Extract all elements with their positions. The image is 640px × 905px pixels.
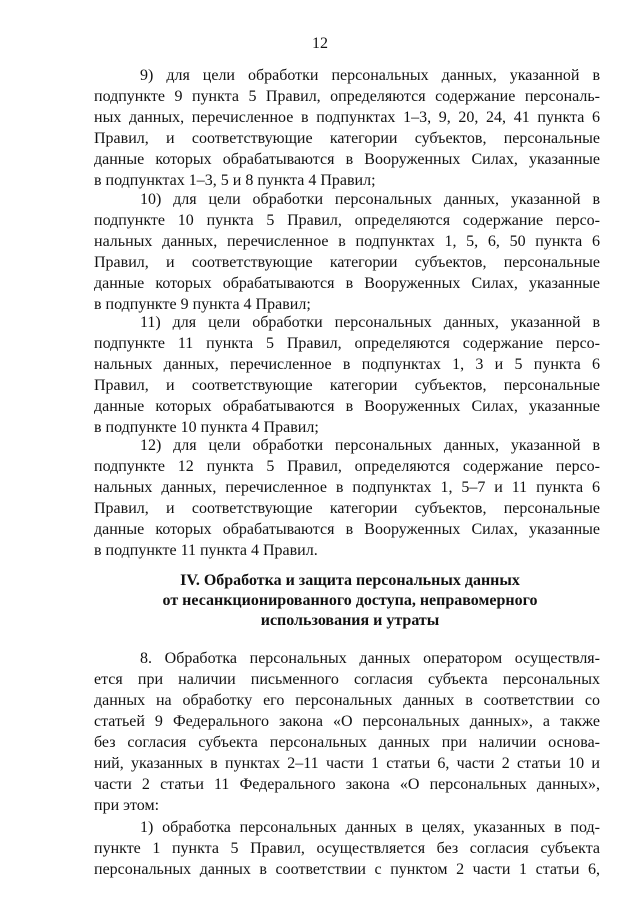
text-line: без согласия субъекта персональных данных при наличии основа-: [94, 734, 600, 751]
text-line: данных на обработку его персональных данных в соответствии со: [94, 692, 600, 709]
text-line: данные которых обрабатываются в Вооруженных Силах, указанные: [94, 275, 600, 292]
text-line: Правил, и соответствующие категории субъектов, персональные: [94, 500, 600, 517]
text-line: подпункте 10 пункта 5 Правил, определяются содержание персо-: [94, 212, 600, 229]
section-heading-line: использования и утраты: [260, 612, 440, 629]
text-line: Правил, и соответствующие категории субъектов, персональные: [94, 254, 600, 271]
text-line: 1) обработка персональных данных в целях, указанных в под-: [140, 819, 600, 836]
text-line: 9) для цели обработки персональных данных, указанной в: [140, 67, 600, 84]
text-line: при этом:: [94, 797, 160, 814]
text-line: пункте 1 пункта 5 Правил, осуществляется без согласия субъекта: [94, 840, 600, 857]
text-line: Правил, и соответствующие категории субъектов, персональные: [94, 377, 600, 394]
section-heading-line: от несанкционированного доступа, неправомерного: [162, 592, 538, 609]
text-line: 10) для цели обработки персональных данных, указанной в: [140, 191, 600, 208]
text-line: статьей 9 Федерального закона «О персональных данных», а также: [94, 713, 600, 730]
text-line: в подпункте 11 пункта 4 Правил.: [94, 542, 318, 559]
text-line: 8. Обработка персональных данных оператором осуществля-: [140, 650, 600, 667]
text-line: подпункте 12 пункта 5 Правил, определяются содержание персо-: [94, 458, 600, 475]
text-line: данные которых обрабатываются в Вооруженных Силах, указанные: [94, 398, 600, 415]
text-line: в подпунктах 1–3, 5 и 8 пункта 4 Правил;: [94, 172, 376, 189]
text-line: нальных данных, перечисленное в подпунктах 1, 3 и 5 пункта 6: [94, 356, 600, 373]
text-line: нальных данных, перечисленное в подпунктах 1, 5, 6, 50 пункта 6: [94, 233, 600, 250]
text-line: данные которых обрабатываются в Вооруженных Силах, указанные: [94, 151, 600, 168]
text-line: ется при наличии письменного согласия субъекта персональных: [94, 671, 600, 688]
text-line: части 2 статьи 11 Федерального закона «О персональных данных»,: [94, 776, 600, 793]
text-line: 12) для цели обработки персональных данных, указанной в: [140, 437, 600, 454]
text-line: подпункте 11 пункта 5 Правил, определяются содержание персо-: [94, 335, 600, 352]
text-line: 11) для цели обработки персональных данных, указанной в: [140, 314, 600, 331]
text-line: в подпункте 10 пункта 4 Правил;: [94, 419, 319, 436]
text-line: персональных данных в соответствии с пунктом 2 части 1 статьи 6,: [94, 861, 600, 878]
text-line: ных данных, перечисленное в подпунктах 1–3, 9, 20, 24, 41 пункта 6: [94, 109, 600, 126]
text-line: данные которых обрабатываются в Вооруженных Силах, указанные: [94, 521, 600, 538]
text-line: в подпункте 9 пункта 4 Правил;: [94, 296, 311, 313]
text-line: ний, указанных в пунктах 2–11 части 1 статьи 6, части 2 статьи 10 и: [94, 755, 600, 772]
text-line: Правил, и соответствующие категории субъектов, персональные: [94, 130, 600, 147]
page-number: 12: [312, 35, 328, 52]
text-line: подпункте 9 пункта 5 Правил, определяются содержание персональ-: [94, 88, 600, 105]
text-line: нальных данных, перечисленное в подпунктах 1, 5–7 и 11 пункта 6: [94, 479, 600, 496]
section-heading-line: IV. Обработка и защита персональных данных: [180, 572, 520, 589]
